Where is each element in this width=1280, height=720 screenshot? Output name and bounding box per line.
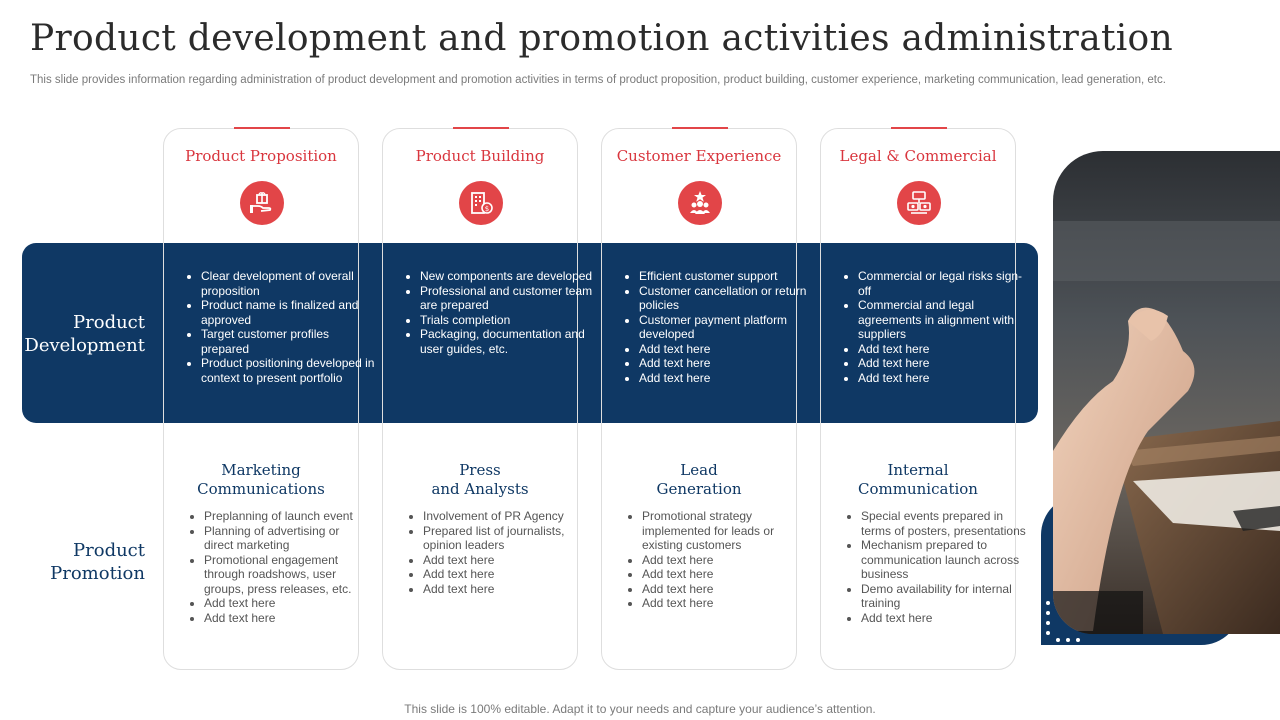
column-customer-experience [601,128,807,670]
list-item: • Trials completion [420,313,595,328]
development-list [836,269,1033,385]
column-product-proposition [163,128,375,670]
promotion-title: Marketing Communications [197,461,325,498]
building-money-icon [459,181,503,225]
list-item: • New components are developed [420,269,595,284]
promotion-list [184,509,372,625]
list-item: • Clear development of overall proposition [201,269,376,298]
customers-star-icon [678,181,722,225]
list-item: • Target customer profiles prepared [201,327,376,356]
list-item: • Add text here [642,596,810,611]
page-title: Product development and promotion activities administration [30,18,1173,59]
column-title: Customer Experience [616,147,782,165]
column-legal-commercial [820,128,1026,670]
list-item: • Add text here [423,582,591,597]
column-title: Product Building [415,147,545,165]
row-label-development: Product Development [24,312,145,356]
decorative-dots [1045,600,1095,646]
column-product-building [382,128,593,670]
development-list [398,269,595,356]
list-item: • Add text here [423,553,591,568]
list-item: • Customer payment platform developed [639,313,814,342]
list-item: • Add text here [858,342,1033,357]
list-item: • Add text here [639,371,814,386]
list-item: • Planning of advertising or direct marketing [204,524,372,553]
column-accent [453,127,509,129]
page-subtitle: This slide provides information regarding administration of product development and promotion activities in terms of product proposition, product building, customer experience, marketing communication, lead generation, etc. [30,74,1166,86]
promotion-title: Lead Generation [656,461,742,498]
list-item: • Special events prepared in terms of posters, presentations [861,509,1029,538]
list-item: • Add text here [204,611,372,626]
column-accent [891,127,947,129]
promotion-list [403,509,591,596]
list-item: • Promotional engagement through roadshows, user groups, press releases, etc. [204,553,372,597]
column-title: Legal & Commercial [839,147,997,165]
development-list [179,269,376,385]
list-item: • Efficient customer support [639,269,814,284]
list-item: • Customer cancellation or return policies [639,284,814,313]
list-item: • Professional and customer team are prepared [420,284,595,313]
list-item: • Add text here [204,596,372,611]
footer-note: This slide is 100% editable. Adapt it to your needs and capture your audience’s attention. [404,702,876,716]
promotion-title: Internal Communication [858,461,978,498]
list-item: • Packaging, documentation and user guides, etc. [420,327,595,356]
list-item: • Add text here [861,611,1029,626]
list-item: • Commercial and legal agreements in alignment with suppliers [858,298,1033,342]
promotion-title: Press and Analysts [431,461,529,498]
hand-photo [1053,151,1280,634]
list-item: • Add text here [858,371,1033,386]
list-item: • Product positioning developed in context to present portfolio [201,356,376,385]
column-title: Product Proposition [185,147,337,165]
column-accent [672,127,728,129]
list-item: • Add text here [642,582,810,597]
promotion-list [622,509,810,611]
list-item: • Add text here [642,553,810,568]
list-item: • Prepared list of journalists, opinion leaders [423,524,591,553]
list-item: • Add text here [642,567,810,582]
row-label-promotion: Product Promotion [50,540,145,584]
list-item: • Add text here [423,567,591,582]
list-item: • Involvement of PR Agency [423,509,591,524]
legal-money-icon [897,181,941,225]
list-item: • Commercial or legal risks sign-off [858,269,1033,298]
list-item: • Promotional strategy implemented for leads or existing customers [642,509,810,553]
column-accent [234,127,290,129]
list-item: • Product name is finalized and approved [201,298,376,327]
list-item: • Add text here [858,356,1033,371]
list-item: • Preplanning of launch event [204,509,372,524]
hand-gift-icon [240,181,284,225]
list-item: • Mechanism prepared to communication launch across business [861,538,1029,582]
svg-text:$: $ [484,205,490,213]
list-item: • Add text here [639,342,814,357]
development-list [617,269,814,385]
list-item: • Demo availability for internal training [861,582,1029,611]
list-item: • Add text here [639,356,814,371]
promotion-list [841,509,1029,625]
